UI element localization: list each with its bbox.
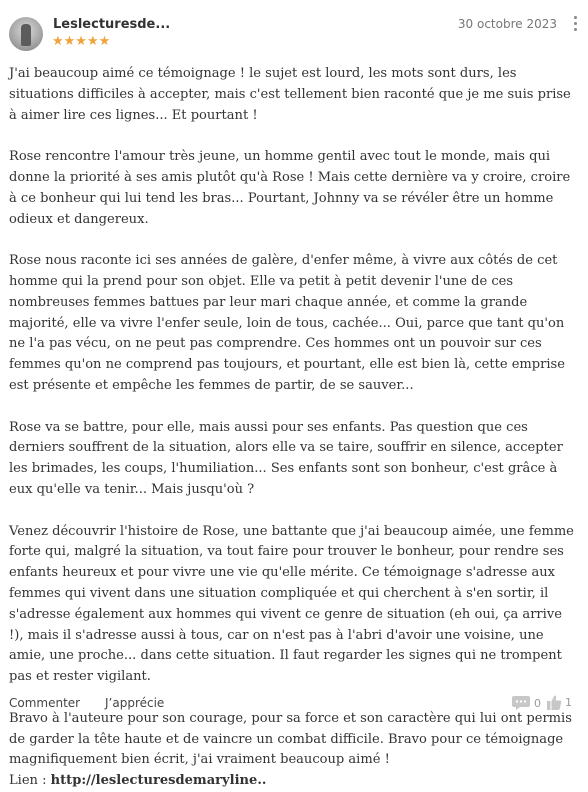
likes-stat[interactable]: [546, 694, 572, 711]
thumbs-up-icon: [546, 694, 562, 711]
review-header: [0, 0, 588, 60]
review-paragraph: Bravo à l'auteure pour son courage, pour sa force et son caractère qui lui ont permis de garder la tête haute et de vaincre un combat difficile. Bravo pour ce témoignage magnifiquement bien écrit, j'ai vraiment beaucoup aimé !: [9, 710, 572, 768]
rating-stars: ★★★★★: [52, 34, 111, 49]
review-date: 30 octobre 2023: [457, 17, 557, 31]
more-options-icon[interactable]: [573, 16, 579, 32]
comments-count: 0: [534, 696, 541, 710]
comments-stat[interactable]: [511, 694, 541, 712]
review-paragraph: J'ai beaucoup aimé ce témoignage ! le sujet est lourd, les mots sont durs, les situations difficiles à accepter, mais c'est tellement bien raconté que je me suis prise à aimer lire ces lignes... Et pourtant !: [9, 66, 571, 123]
review-link[interactable]: http://leslecturesdemaryline..: [50, 773, 267, 789]
review-paragraph: Rose nous raconte ici ses années de galère, d'enfer même, à vivre aux côtés de cet homme qui la prend pour son objet. Elle va petit à petit devenir l'une de ces nombreuses femmes battues par leur mari chaque année, et comme la grande majorité, elle va vivre l'enfer seule, loin de tous, cachée... Oui, parce que tant qu'on ne l'a pas vécu, on ne peut pas comprendre. Ces hommes ont un pouvoir sur ces femmes qu'on ne comprend pas toujours, et pourtant, elle est bien là, cette emprise est présente et empêche les femmes de partir, de se sauver...: [9, 253, 565, 393]
likes-count: 1: [565, 696, 572, 709]
like-button[interactable]: J’apprécie: [105, 696, 165, 710]
speech-bubble-icon: [511, 694, 531, 712]
comment-button[interactable]: Commenter: [9, 696, 81, 710]
review-paragraph: Venez découvrir l'histoire de Rose, une battante que j'ai beaucoup aimée, une femme forte qui, malgré la situation, va tout faire pour trouver le bonheur, pour rendre ses enfants heureux et pour vivre une vie qu'elle mérite. Ce témoignage s'adresse aux femmes qui vivent dans une situation compliquée et qui cherchent à s'en sortir, il s'adresse également aux hommes qui vivent ce genre de situation (eh oui, ça arrive !), mais il s'adresse aussi à tous, car on n'est pas à l'abri d'avoir une voisine, une amie, une proche... dans cette situation. Il faut regarder les signes qui ne trompent pas et rester vigilant.: [9, 523, 574, 685]
review-paragraph: Rose va se battre, pour elle, mais aussi pour ses enfants. Pas question que ces derniers souffrent de la situation, alors elle va se taire, souffrir en silence, accepter les brimades, les coups, l'humiliation... Ses enfants sont son bonheur, c'est grâce à eux qu'elle va tenir... Mais jusqu'où ?: [9, 419, 563, 497]
username[interactable]: Leslecturesde...: [53, 17, 171, 32]
link-line: [9, 771, 575, 792]
review-footer: [0, 692, 588, 720]
user-avatar[interactable]: [9, 17, 43, 51]
review-body: [9, 64, 575, 792]
review-paragraph: Rose rencontre l'amour très jeune, un homme gentil avec tout le monde, mais qui donne la priorité à ses amis plutôt qu'à Rose ! Mais cette dernière va y croire, croire à ce bonheur qui lui tend les bras... Pourtant, Johnny va se révéler être un homme odieux et dangereux.: [9, 149, 571, 227]
link-label: Lien :: [9, 773, 51, 789]
